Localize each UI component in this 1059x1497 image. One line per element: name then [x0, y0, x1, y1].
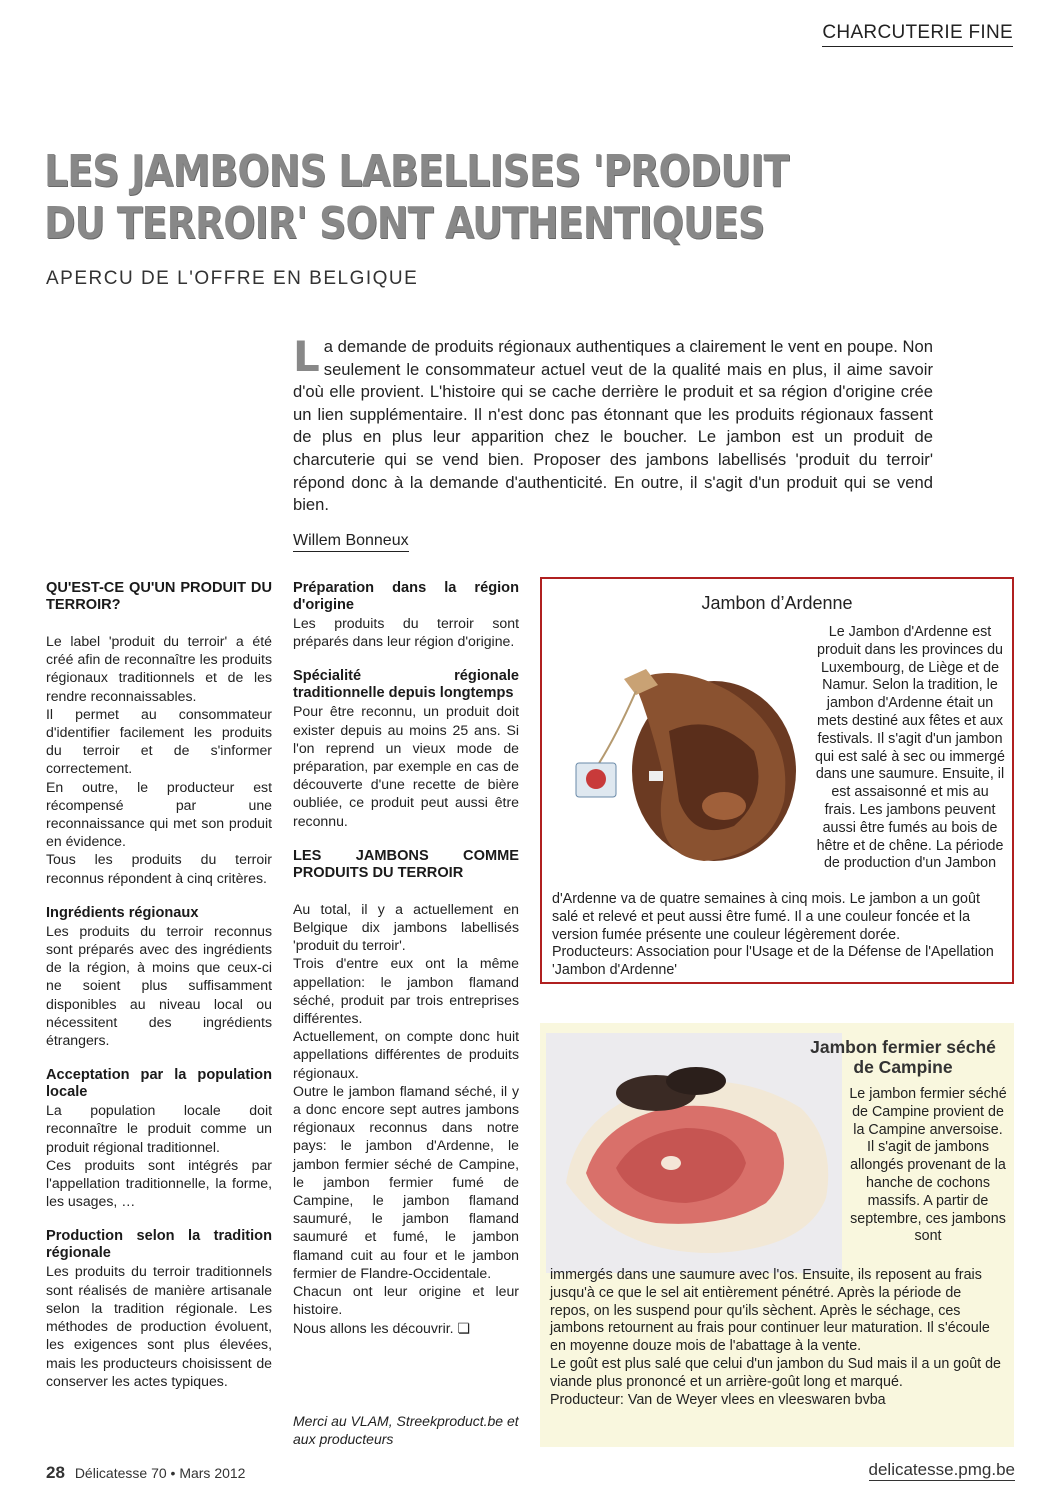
paragraph: [293, 1319, 519, 1337]
paragraph: En outre, le producteur est récompensé par une reconnaissance qui met son produit en évidence.: [46, 778, 272, 850]
title-line-1: LES JAMBONS LABELLISES 'PRODUIT: [44, 146, 789, 197]
paragraph: Tous les produits du terroir reconnus répondent à cinq critères.: [46, 851, 272, 886]
paragraph: Ces produits sont intégrés par l'appellation traditionnelle, la forme, les usages, …: [46, 1156, 272, 1210]
paragraph: Les produits du terroir sont préparés dans leur région d'origine.: [293, 615, 519, 650]
drop-cap: L: [293, 332, 320, 381]
paragraph: d'Ardenne va de quatre semaines à cinq mois. Le jambon a un goût salé et relevé et peut aussi être fumé. Il a une couleur foncée et la version fumée présente une couleur légèrement dorée.: [552, 891, 980, 943]
closing-sentence: Nous allons les découvrir.: [293, 1319, 454, 1336]
ham-campine-image: [546, 1033, 842, 1273]
paragraph: Il permet au consommateur d'identifier facilement les produits du terroir et de s'informer correctement.: [46, 705, 272, 777]
ham-ardenne-image: [554, 621, 804, 871]
ardenne-side-text: Le Jambon d'Ardenne est produit dans les provinces du Luxembourg, de Liège et de Namur. Selon la tradition, le jambon d'Ardenne était un mets destiné aux fêtes et aux festivals. Il s'agit d'un jambon qui est salé à sec ou immergé dans une saumure. Ensuite, il est assaisonné et mis au frais. Les jambons peuvent aussi être fumés au bois de hêtre et de chêne. La période de production d'un Jambon: [815, 624, 1005, 872]
column-1: [46, 580, 272, 1390]
paragraph: Les produits du terroir traditionnels sont réalisés de manière artisanale selon la tradition régionale. Les méthodes de production évoluent, les exigences sont plus élevées, mais les producteurs choisissent de conserver les actes typiques.: [46, 1263, 272, 1389]
page-number: 28: [46, 1463, 65, 1482]
paragraph: immergés dans une saumure avec l'os. Ensuite, ils reposent au frais jusqu'à ce que le sel ait entièrement pénétré. Après la période de repos, on les suspend pour qu'ils sèchent. Après le séchage, ces jambons retournent au frais pour continuer leur maturation. Il s'écoule en moyenne douze mois de l'abattage à la vente.: [550, 1267, 990, 1355]
end-mark-icon: ❏: [457, 1319, 471, 1336]
paragraph: Chacun ont leur origine et leur histoire.: [293, 1283, 519, 1318]
intro-text: a demande de produits régionaux authentiques a clairement le vent en poupe. Non seulement le consommateur actuel veut de la qualité mais en plus, il aime savoir d'où elle provient. L'histoire qui se cache derrière le produit et sa région d'origine crée un lien supplémentaire. Il n'est donc pas étonnant que les produits régionaux fassent de plus en plus leur apparition chez le boucher. Le jambon est un produit de charcuterie qui se vend bien. Proposer des jambons labellisés 'produit du terroir' répond donc à la demande d'authenticité. En outre, il s'agit d'un produit qui se vend bien.: [293, 337, 933, 515]
credits: Merci au VLAM, Streekproduct.be et aux producteurs: [293, 1413, 519, 1447]
box-title: Jambon d’Ardenne: [701, 593, 853, 613]
ardenne-text: [552, 891, 1006, 980]
heading-ingredients: Ingrédients régionaux: [46, 904, 199, 921]
producer: Producteurs: Association pour l'Usage et de la Défense de l'Apellation 'Jambon d'Ardenne': [552, 944, 994, 979]
heading-acceptation: Acceptation par la population locale: [46, 1067, 272, 1101]
paragraph: Trois d'entre eux ont la même appellation: le jambon flamand séché, produit par trois entreprises différentes.: [293, 955, 519, 1027]
footer-issue: [46, 1463, 245, 1483]
producer: Producteur: Van de Weyer vlees en vleeswaren bvba: [550, 1391, 886, 1408]
box-jambon-ardenne: [540, 577, 1014, 984]
heading-jambons-terroir: LES JAMBONS COMME PRODUITS DU TERROIR: [293, 847, 519, 881]
paragraph: Outre le jambon flamand séché, il y a donc encore sept autres jambons régionaux reconnus dans notre pays: le jambon d'Ardenne, le jambon fermier séché de Campine, le jambon fermier fumé de Campine, le jambon flamand saumuré, le jambon flamand saumuré et fumé, le jambon flamand cuit au four et le jambon fermier de Flandre-Occidentale.: [293, 1082, 519, 1281]
campine-side-text: Le jambon fermier séché de Campine provient de la Campine anversoise. Il s'agit de jambons allongés provenant de la hanche de cochons massifs. A partir de septembre, ces jambons sont: [849, 1086, 1007, 1245]
title-line-2: DU TERROIR' SONT AUTHENTIQUES: [44, 198, 765, 249]
campine-text: [550, 1267, 1004, 1409]
footer-website-link[interactable]: delicatesse.pmg.be: [868, 1460, 1015, 1479]
paragraph: Les produits du terroir reconnus sont préparés avec des ingrédients de la région, à moins que ceux-ci ne soient plus suffisamment disponibles au niveau local ou nécessitent des ingrédients étrangers.: [46, 922, 272, 1049]
heading-preparation: Préparation dans la région d'origine: [293, 580, 519, 613]
article-subtitle: APERCU DE L'OFFRE EN BELGIQUE: [46, 268, 419, 289]
section-tag: CHARCUTERIE FINE: [822, 22, 1013, 47]
paragraph: Au total, il y a actuellement en Belgique dix jambons labellisés 'produit du terroir'.: [293, 900, 519, 954]
paragraph: Le goût est plus salé que celui d'un jambon du Sud mais il a un goût de viande plus prononcé et un arrière-goût long et marqué.: [550, 1355, 1002, 1390]
column-2: [293, 580, 519, 1337]
heading-production: Production selon la tradition régionale: [46, 1228, 272, 1262]
paragraph: Le label 'produit du terroir' a été créé afin de reconnaître les produits régionaux traditionnels et de les rendre reconnaissables.: [46, 633, 272, 704]
article-title: [44, 146, 818, 250]
heading-what-is: QU'EST-CE QU'UN PRODUIT DU TERROIR?: [46, 580, 272, 613]
author-byline: Willem Bonneux: [293, 532, 409, 552]
heading-specialite: Spécialité régionale traditionnelle depuis longtemps: [293, 668, 519, 702]
intro-paragraph: [293, 332, 933, 517]
paragraph: Actuellement, on compte donc huit appellations différentes de produits régionaux.: [293, 1028, 519, 1081]
paragraph: La population locale doit reconnaître le produit comme un produit régional traditionnel.: [46, 1102, 272, 1155]
paragraph: Pour être reconnu, un produit doit exister depuis au moins 25 ans. Si l'on reprend un vieux mode de préparation, par exemple en cas de découverte d'une recette de bière oubliée, ce produit peut aussi être reconnu.: [293, 703, 519, 829]
issue-info: Délicatesse 70 • Mars 2012: [74, 1465, 246, 1481]
box-title: Jambon fermier séché de Campine: [810, 1037, 996, 1077]
box-jambon-campine: [540, 1023, 1014, 1447]
